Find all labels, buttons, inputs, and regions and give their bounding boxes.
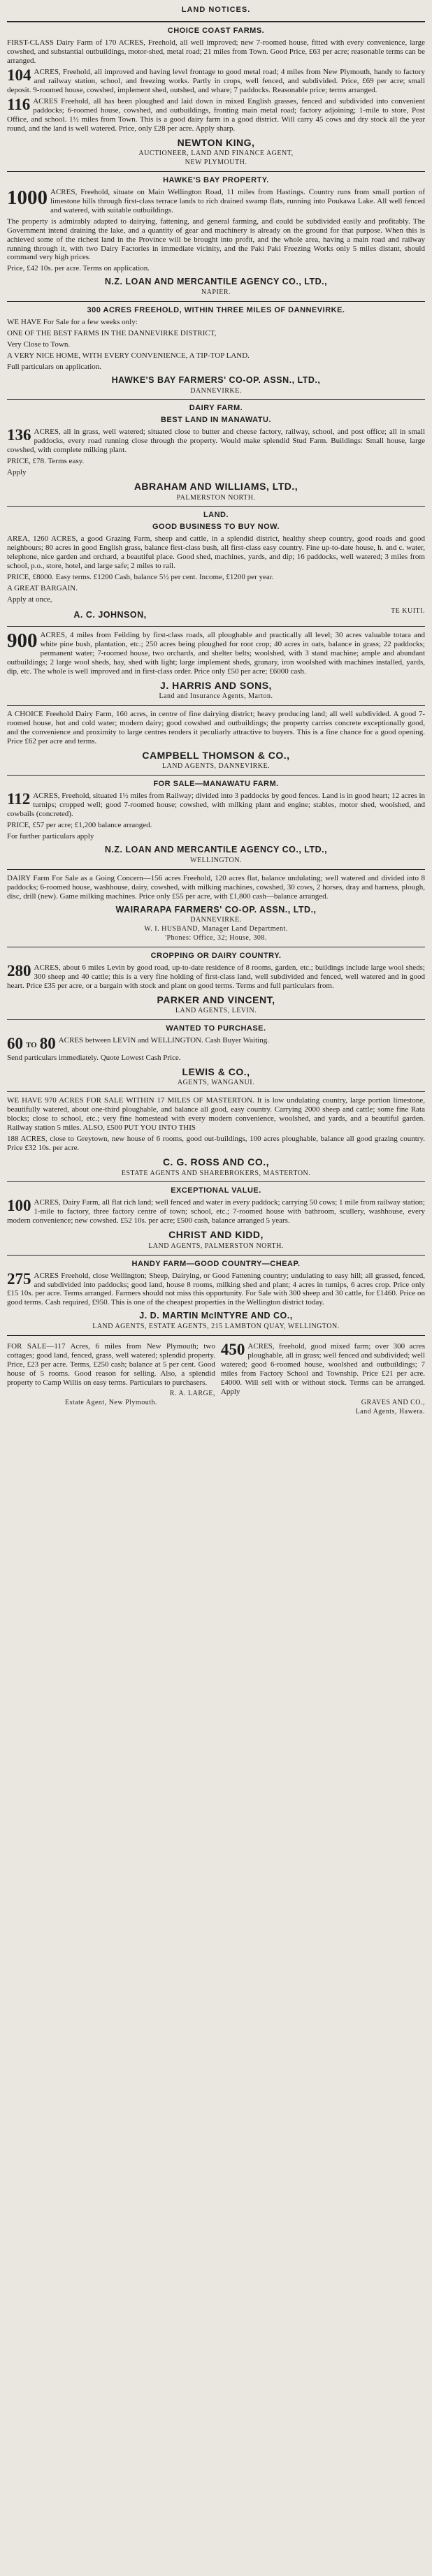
agent-name: A. C. JOHNSON, [73, 610, 147, 620]
ad-text [7, 1198, 425, 1225]
ad-body: ACRES, freehold, good mixed farm; over 300 acres ploughable, all in grass; well fenced and subdivided; well watered; good 6-roomed house, woolshed and outbuildings; 7 miles from Factory School and Township. Price £21 per acre. £4000. Will sell with or without stock. Terms can be arranged. Apply [220, 1341, 425, 1396]
exceptional-value-ad [7, 1186, 425, 1250]
agent-place: LAND AGENTS, ESTATE AGENTS, 215 LAMBTON QUAY, WELLINGTON. [92, 1323, 340, 1331]
divider [7, 1335, 425, 1336]
agent-place: TE KUITI. [391, 607, 425, 616]
agent-place: Land Agents, Hawera. [355, 1407, 425, 1416]
ad-body: ACRES Freehold, all has been ploughed and laid down in mixed English grasses, fenced and subdivided into convenient paddocks; 6-roomed house, cowshed, and outbuildings, fronting main metal road; factory adjoining; 1-mile to store, Post Office, and school. 1½ miles from Town. This is a good dairy farm in a good district. Will carry 45 cows and dry stock all the year round, and the land is well watered. Price, only £28 per acre. Apply sharp. [7, 96, 425, 133]
masterton-ad [7, 1096, 425, 1177]
manawatu-dairy-ad [7, 404, 425, 502]
ad-text [7, 631, 425, 676]
agent-name: HAWKE'S BAY FARMERS' CO-OP. ASSN., LTD., [111, 374, 321, 385]
ad-text: The property is admirably adapted to dairying, fattening, and general farming, and could be subdivided easily and profitably. The Government intend draining the lake, and a quantity of gear and machinery is already on the ground for that purpose. When this is achieved some of the richest land in the Province will be brought into profit, and the whole area, having a main road and railway running through it, with two Dairy Factories in immediate vicinity, and the Paki Paki Freezing Works only 5 miles distant, should command very high prices. [7, 217, 425, 262]
agent-name: LEWIS & CO., [182, 1065, 250, 1077]
agent-place: NEW PLYMOUTH. [185, 158, 247, 166]
section-title: DAIRY FARM. [189, 404, 243, 413]
acreage-number: 900 [7, 629, 38, 652]
agent-name: J. D. MARTIN McINTYRE AND CO., [139, 1311, 293, 1321]
acreage-number: 112 [7, 790, 31, 808]
divider [7, 1019, 425, 1020]
agent-place: ESTATE AGENTS AND SHAREBROKERS, MASTERTON. [121, 1169, 311, 1177]
section-title: WANTED TO PURCHASE. [166, 1024, 266, 1033]
marton-ad [7, 631, 425, 701]
agent-place: DANNEVIRKE. [190, 916, 242, 924]
divider [7, 705, 425, 706]
ad-text: FOR SALE—117 Acres, 6 miles from New Plymouth; two cottages; good land, fenced, grass, well watered; splendid property. Price, £23 per acre. Terms, £250 cash; balance at 5 per cent. Good house of 5 rooms. Good reason for selling. Also, a splendid property to Camp Willis on easy terms. Particulars to purchasers. [7, 1341, 215, 1387]
divider [7, 775, 425, 776]
ad-price: PRICE, £8000. Easy terms. £1200 Cash, balance 5½ per cent. Income, £1200 per year. [7, 573, 274, 582]
ad-text: WE HAVE For Sale for a few weeks only: [7, 317, 138, 326]
divider [7, 869, 425, 870]
divider [7, 506, 425, 507]
ad-text: ONE OF THE BEST FARMS IN THE DANNEVIRKE DISTRICT, [7, 328, 217, 337]
ad-text: AREA, 1260 ACRES, a good Grazing Farm, sheep and cattle, in a splendid district, healthy sheep country, good roads and good neighbours; 80 acres in good English grass, balance first-class bush, all first-class easy country. Fine up-to-date house, h. and c. water, telephone, nice garden and orchard, a beautiful place. Good shed, machines, yards, and dip; 16 paddocks, well watered; 3 miles from school, p.o., store, hotel, and large safe; 2 miles to rail. [7, 534, 425, 571]
agent-name: GRAVES AND CO., [361, 1398, 425, 1406]
acreage-number: 104 [7, 66, 31, 84]
ad-text: Apply at once, [7, 595, 52, 604]
ad-text [7, 68, 425, 95]
agent-subtitle: Land and Insurance Agents, Marton. [159, 692, 273, 701]
ad-body: ACRES between LEVIN and WELLINGTON. Cash Buyer Waiting. [58, 1035, 269, 1045]
agent-place: DANNEVIRKE. [190, 386, 242, 395]
divider [7, 626, 425, 627]
agent-name: J. HARRIS AND SONS, [160, 679, 272, 691]
agent-place: NAPIER. [201, 289, 231, 297]
acreage-number: 1000 [7, 186, 48, 209]
acreage-number: 100 [7, 1197, 31, 1215]
ad-body: ACRES, Freehold, situate on Main Wellington Road, 11 miles from Hastings. Country runs from small portion of limestone hills through first-class terrace lands to rich drained swamp flats, running into Poukawa Lake. All well fenced and watered, with suitable outbuildings. [50, 187, 425, 214]
section-title: CHOICE COAST FARMS. [167, 26, 265, 35]
ad-text [7, 792, 425, 819]
agent-name: CHRIST AND KIDD, [168, 1229, 264, 1241]
agent-name: R. A. LARGE, [169, 1389, 215, 1397]
section-title: HAWKE'S BAY PROPERTY. [163, 175, 269, 184]
agent-row [7, 606, 425, 622]
levin-ad [7, 952, 425, 1015]
page-header: LAND NOTICES. [181, 6, 251, 14]
agent-name: CAMPBELL THOMSON & CO., [142, 749, 290, 761]
ad-body: ACRES, Freehold, situated 1½ miles from Railway; divided into 3 paddocks by good fences. Land is in good heart; 12 acres in turnips; cropped well; good 7-roomed house; cowshed, with milking plant and engine; stables, motor shed, woolshed, and cowbails (concreted). [7, 792, 425, 819]
agent-manager: W. I. HUSBAND, Manager Land Department. [144, 925, 288, 933]
ad-text: Very Close to Town. [7, 340, 71, 349]
divider [7, 1255, 425, 1256]
agent-name: WAIRARAPA FARMERS' CO-OP. ASSN., LTD., [115, 904, 317, 915]
divider [7, 1181, 425, 1182]
acreage-number: 116 [7, 95, 31, 113]
acreage-number: 275 [7, 1269, 31, 1288]
divider [7, 171, 425, 172]
acreage-number: 80 [39, 1034, 56, 1052]
ad-text: Apply [7, 468, 27, 477]
section-title: 300 ACRES FREEHOLD, WITHIN THREE MILES OF DANNEVIRKE. [87, 305, 345, 314]
section-title: HANDY FARM—GOOD COUNTRY—CHEAP. [131, 1259, 301, 1268]
agent-place: LAND AGENTS, LEVIN. [175, 1007, 257, 1015]
hawkes-bay-ad [7, 176, 425, 297]
ad-text: 188 ACRES, close to Greytown, new house of 6 rooms, good out-buildings, 100 acres ploughable, balance all good grazing country. Price £32 10s. per acre. [7, 1135, 425, 1153]
agent-name: PARKER AND VINCENT, [157, 994, 275, 1005]
ad-price: PRICE, £57 per acre; £1,200 balance arranged. [7, 821, 152, 830]
ad-text [7, 97, 425, 133]
section-subtitle: BEST LAND IN MANAWATU. [160, 416, 272, 425]
dannevirke-ad [7, 306, 425, 395]
agent-name: NEWTON KING, [177, 136, 255, 148]
acreage-to: TO [26, 1040, 37, 1049]
ad-text: DAIRY Farm For Sale as a Going Concern—156 acres Freehold, 120 acres flat, balance undulating; well watered and divided into 8 paddocks; 6-roomed house, washhouse, dairy, cowshed, with milking machines, cowshed, 30 cows, 2 horses, dray and harness, plough, disc, drill (new). Game milking machines. Price only £55 per acre, with £1,800 cash—balance arranged. [7, 873, 425, 901]
wairarapa-ad [7, 874, 425, 943]
ad-body: ACRES Freehold, close Wellington; Sheep, Dairying, or Good Fattening country; undulating to easy hill; all grassed, fenced, and subdivided into paddocks; good land, house 8 rooms, milking shed and plant; 4 acres in turnips, 6 acres crop. Price only £15 10s. per acre. Terms arranged. Farmers should not miss this opportunity. For Sale with 300 sheep and 30 cattle, for £1460. Price on good terms. Cash required, £950. This is one of the cheapest properties in the Wellington district today. [7, 1271, 425, 1307]
agent-place: PALMERSTON NORTH. [176, 493, 256, 502]
ad-body: ACRES, about 6 miles Levin by good road, up-to-date residence of 8 rooms, garden, etc.; buildings include large wool sheds; 300 sheep and 40 cattle; this is a very fine holding of first-class land, well subdivided and fenced, well watered and in good heart. Price £35 per acre, or a bargain with stock and plant on good terms. Terms and full particulars from. [7, 963, 425, 990]
acreage-number: 280 [7, 961, 31, 980]
acreage-number: 136 [7, 426, 31, 444]
agent-place: WELLINGTON. [190, 856, 242, 864]
campbell-thomson-ad [7, 710, 425, 771]
handy-farm-ad [7, 1260, 425, 1331]
ad-body: ACRES, Freehold, all improved and having level frontage to good metal road; 4 miles from New Plymouth, handy to factory and railway station, school, and freezing works. Partly in crops, well fenced, and subdivided. Price, £69 per acre; small deposit. 9-roomed house, cowshed, implement shed, outshed, and whare; 7 paddocks. Reasonable price; terms arranged. [7, 67, 425, 94]
section-title: LAND. [203, 511, 229, 520]
ad-text: A CHOICE Freehold Dairy Farm, 160 acres, in centre of fine dairying district; heavy producing land; all well subdivided. A good 7-roomed house, hot and cold water; modern dairy; good cowshed and outbuildings; the property carries concrete exceptionally good, and the convenience and proximity to large centres renders it peculiarly attractive to buyers. This is a fine chance for a good opening. Price £62 per acre and terms. [7, 710, 425, 745]
agent-name: N.Z. LOAN AND MERCANTILE AGENCY CO., LTD., [104, 845, 328, 855]
ad-text [7, 1034, 425, 1052]
agent-place: AGENTS, WANGANUI. [177, 1079, 255, 1087]
ad-text [7, 963, 425, 991]
divider [7, 399, 425, 400]
ad-body: ACRES, 4 miles from Feilding by first-class roads, all ploughable and practically all level; 30 acres valuable totara and white pine bush, plantation, etc.; 250 acres being ploughed for root crop; 40 acres in oats, balance in grass; 22 paddocks; permanent water; 7-roomed house, two orchards, and shelter belts; woolshed, with 3 stand machine; ample and abundant outbuildings; 2 large wool sheds, hay, shed with light; large implement sheds, granary, iron woolshed with machines installed, yards, dip, etc. The whole is well improved and in first-class order. Price only £50 per acre; £6000 cash. [7, 630, 425, 676]
wanted-ad [7, 1024, 425, 1087]
choice-coast-farms-ad [7, 27, 425, 167]
land-notices-page [7, 0, 425, 1422]
section-title: FOR SALE—MANAWATU FARM. [153, 780, 279, 789]
agent-phone: 'Phones: Office, 32; House, 308. [165, 933, 267, 942]
ad-text [7, 188, 425, 215]
agent-place: Estate Agent, New Plymouth. [64, 1398, 157, 1406]
ad-text: FIRST-CLASS Dairy Farm of 170 ACRES, Freehold, all well improved; new 7-roomed house, fitted with every convenience, large cowshed, and substantial outbuildings, motor-shed, metal road; 21 miles from Town. Good Price, £63 per acre; reasonable terms can be arranged. [7, 38, 425, 65]
ad-text [7, 428, 425, 455]
divider [7, 301, 425, 302]
acreage-number: 60 [7, 1034, 23, 1052]
ad-price: PRICE, £78. Terms easy. [7, 457, 85, 466]
hawera-ad [221, 1340, 425, 1416]
ad-text: Full particulars on application. [7, 362, 102, 371]
ad-text: A VERY NICE HOME, WITH EVERY CONVENIENCE, A TIP-TOP LAND. [7, 351, 250, 360]
ad-text: For further particulars apply [7, 832, 94, 841]
te-kuiti-ad [7, 511, 425, 621]
divider [7, 21, 425, 22]
agent-name: N.Z. LOAN AND MERCANTILE AGENCY CO., LTD., [104, 277, 328, 287]
ad-text: WE HAVE 970 ACRES FOR SALE WITHIN 17 MILES OF MASTERTON. It is low undulating country, large portion limestone, beautifully watered, about one-third ploughable, and balance all good, easy country. Carrying 2000 sheep and cattle; some fine Rata blocks; close to school, etc.; very fine homestead with every modern convenience, woolshed, and yards, and a beautiful garden. Railway station 5 miles. ALSO, £500 PUT YOU INTO THIS [7, 1096, 425, 1133]
agent-place: LAND AGENTS, PALMERSTON NORTH. [148, 1242, 284, 1250]
divider [7, 1091, 425, 1092]
ad-text: Send particulars immediately. Quote Lowest Cash Price. [7, 1053, 181, 1062]
ad-text [221, 1342, 425, 1397]
new-plymouth-ad [7, 1340, 215, 1416]
section-title: CROPPING OR DAIRY COUNTRY. [150, 951, 282, 960]
agent-subtitle: AUCTIONEER, LAND AND FINANCE AGENT, [138, 150, 294, 158]
agent-place: LAND AGENTS, DANNEVIRKE. [161, 762, 271, 771]
ad-text: A GREAT BARGAIN. [7, 584, 78, 593]
ad-price: Price, £42 10s. per acre. Terms on application. [7, 264, 150, 273]
section-title: EXCEPTIONAL VALUE. [171, 1186, 261, 1195]
agent-name: C. G. ROSS AND CO., [162, 1156, 270, 1168]
manawatu-sale-ad [7, 780, 425, 864]
acreage-number: 450 [220, 1340, 245, 1358]
ad-body: ACRES, Dairy Farm, all flat rich land; well fenced and water in every paddock; carrying 50 cows; 1 mile from railway station; 1-mile to factory, three factory centre of town; school, etc.; 7-roomed house with bathroom, scullery, washhouse, every modern convenience; new cowshed. £52 10s. per acre; £500 cash, balance arranged 5 years. [7, 1198, 425, 1225]
bottom-columns [7, 1340, 425, 1416]
section-subtitle: GOOD BUSINESS TO BUY NOW. [152, 523, 280, 532]
agent-name: ABRAHAM AND WILLIAMS, LTD., [134, 481, 298, 493]
ad-text [7, 1269, 425, 1308]
ad-body: ACRES, all in grass, well watered; situated close to butter and cheese factory, railway, school, and post office; all in small paddocks, every road running close through the property. Would make splendid Stud Farm. Buildings: Small house, large cowshed, with complete milking plant. [7, 428, 425, 455]
